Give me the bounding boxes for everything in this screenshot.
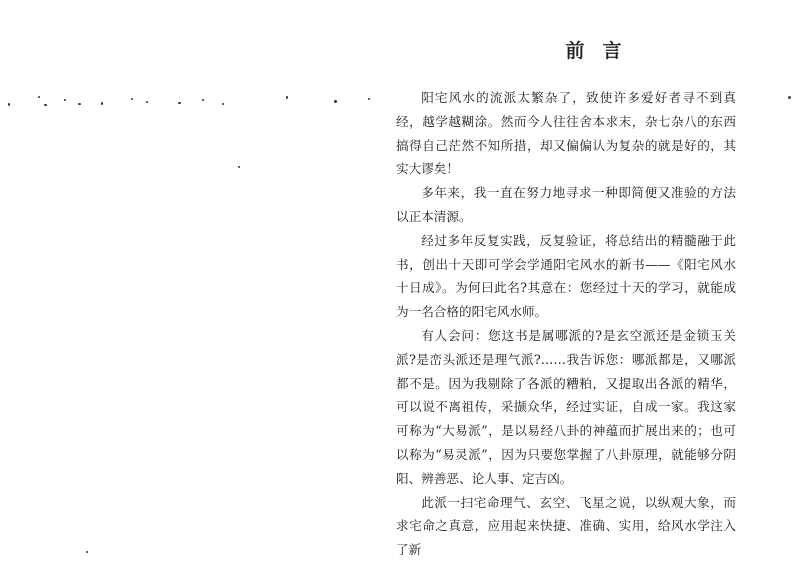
scan-speckle [101, 102, 103, 105]
paragraph-2: 多年来，我一直在努力地寻求一种即简便又准验的方法以正本清源。 [396, 185, 736, 224]
left-page-blank [0, 0, 396, 573]
scan-speckle [78, 103, 81, 105]
scan-speckle [238, 166, 240, 168]
scan-speckle [334, 100, 337, 103]
scan-speckle [64, 99, 66, 101]
scan-speckle [368, 98, 370, 100]
paragraph-4: 有人会问：您这书是属哪派的?是玄空派还是金锁玉关派?是峦头派还是理气派?……我告诉您：哪派都是，又哪派都不是。因为我剔除了各派的糟粕，又提取出各派的精华，可以说不离祖传，采撷众华，经过实证，自成一家。我这家可称为“大易派”，是以易经八卦的神蕴而扩展出来的；也可以称为“易灵派”，因为只要您掌握了八卦原理，就能够分阴阳、辨善恶、论人事、定吉凶。 [396, 327, 736, 486]
preface-body [396, 86, 736, 562]
scan-speckle [86, 551, 88, 553]
scan-speckle [44, 104, 47, 106]
scan-speckle [178, 102, 181, 104]
paragraph-3: 经过多年反复实践，反复验证，将总结出的精髓融于此书，创出十天即可学会学通阳宅风水的新书——《阳宅风水十日成》。为何曰此名?其意在：您经过十天的学习，就能成为一名合格的阳宅风水师。 [396, 232, 736, 320]
scan-speckle [202, 99, 204, 101]
page-title: 前言 [565, 40, 640, 62]
scan-speckle [8, 103, 10, 106]
scan-speckle [146, 101, 148, 103]
right-page-preface [396, 0, 793, 573]
scan-speckle [38, 96, 40, 98]
scan-speckle [788, 96, 791, 99]
paragraph-5: 此派一扫宅命理气、玄空、飞星之说，以纵观大象，而求宅命之真意，应用起来快捷、准确、实用，给风水学注入了新 [396, 494, 736, 558]
scan-speckle [286, 96, 288, 99]
scan-speckle [222, 103, 224, 105]
scan-speckle [131, 98, 133, 100]
paragraph-1: 阳宅风水的流派太繁杂了，致使许多爱好者寻不到真经，越学越糊涂。然而今人往往舍本求末，杂七杂八的东西搞得自己茫然不知所措，却又偏偏认为复杂的就是好的，其实大谬矣！ [396, 90, 736, 177]
